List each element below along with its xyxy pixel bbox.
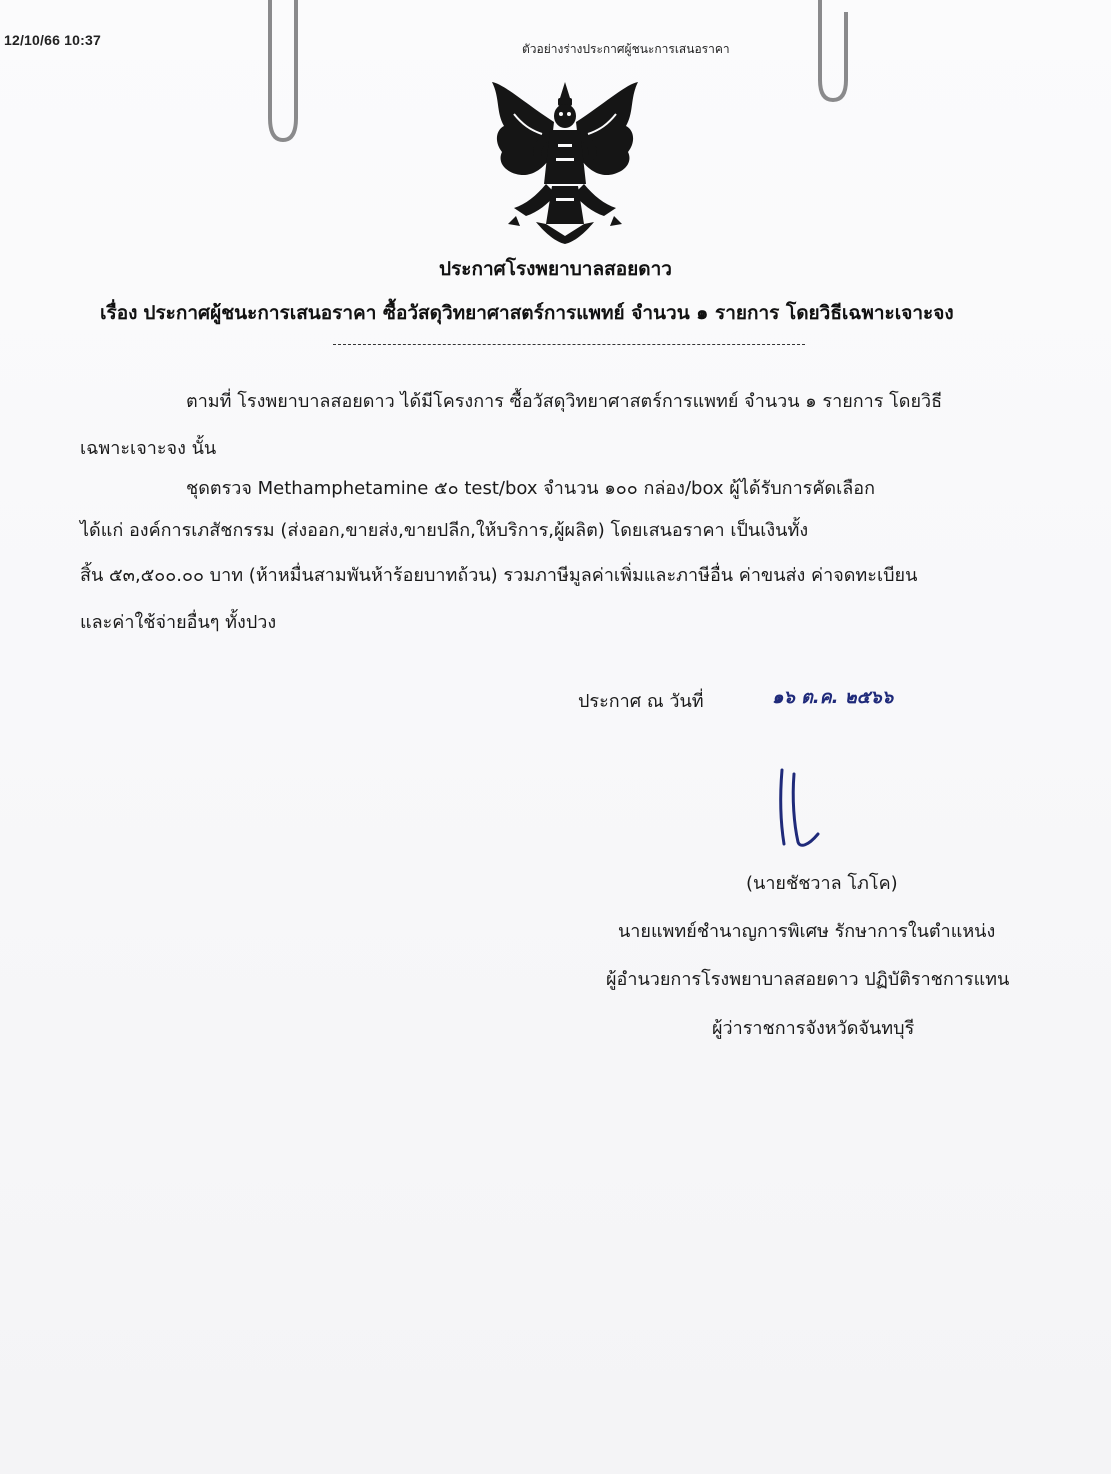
subject-text: ประกาศผู้ชนะการเสนอราคา ซื้อวัสดุวิทยาศาสตร์การแพทย์ จำนวน ๑ รายการ โดยวิธีเฉพาะเจาะจง (143, 302, 954, 324)
section-divider (333, 344, 805, 345)
document-title: ประกาศโรงพยาบาลสอยดาว (439, 258, 672, 280)
document-subject (100, 298, 1060, 328)
handwritten-signature (770, 764, 830, 854)
body-paragraph-2-line-3: สิ้น ๕๓,๕๐๐.๐๐ บาท (ห้าหมื่นสามพันห้าร้อยบาทถ้วน) รวมภาษีมูลค่าเพิ่มและภาษีอื่น ค่าขนส่ง ค่าจดทะเบียน (80, 565, 918, 586)
signatory-name: (นายชัชวาล โภโค) (746, 873, 898, 894)
garuda-emblem-icon (486, 74, 644, 249)
body-paragraph-2-line-2: ได้แก่ องค์การเภสัชกรรม (ส่งออก,ขายส่ง,ขายปลีก,ให้บริการ,ผู้ผลิต) โดยเสนอราคา เป็นเงินทั้ง (80, 520, 809, 541)
subject-label: เรื่อง (100, 302, 138, 324)
paper-clip-left-icon (258, 0, 308, 150)
announce-date-label: ประกาศ ณ วันที่ (578, 691, 704, 712)
fax-timestamp: 12/10/66 10:37 (4, 32, 101, 48)
body-paragraph-2-line-1: ชุดตรวจ Methamphetamine ๕๐ test/box จำนวน ๑๐๐ กล่อง/box ผู้ได้รับการคัดเลือก (186, 478, 875, 499)
draft-note: ตัวอย่างร่างประกาศผู้ชนะการเสนอราคา (522, 42, 730, 56)
signatory-position-1: นายแพทย์ชำนาญการพิเศษ รักษาการในตำแหน่ง (618, 921, 996, 942)
body-paragraph-2-line-4: และค่าใช้จ่ายอื่นๆ ทั้งปวง (80, 612, 277, 633)
signatory-position-3: ผู้ว่าราชการจังหวัดจันทบุรี (712, 1018, 915, 1039)
signatory-position-2: ผู้อำนวยการโรงพยาบาลสอยดาว ปฏิบัติราชการแทน (606, 969, 1010, 990)
body-paragraph-1-line-1: ตามที่ โรงพยาบาลสอยดาว ได้มีโครงการ ซื้อวัสดุวิทยาศาสตร์การแพทย์ จำนวน ๑ รายการ โดยวิธี (186, 391, 943, 412)
paper-clip-right-icon (808, 0, 858, 110)
announce-date-value: ๑๖ ต.ค. ๒๕๖๖ (772, 687, 894, 708)
body-paragraph-1-line-2: เฉพาะเจาะจง นั้น (80, 438, 217, 459)
